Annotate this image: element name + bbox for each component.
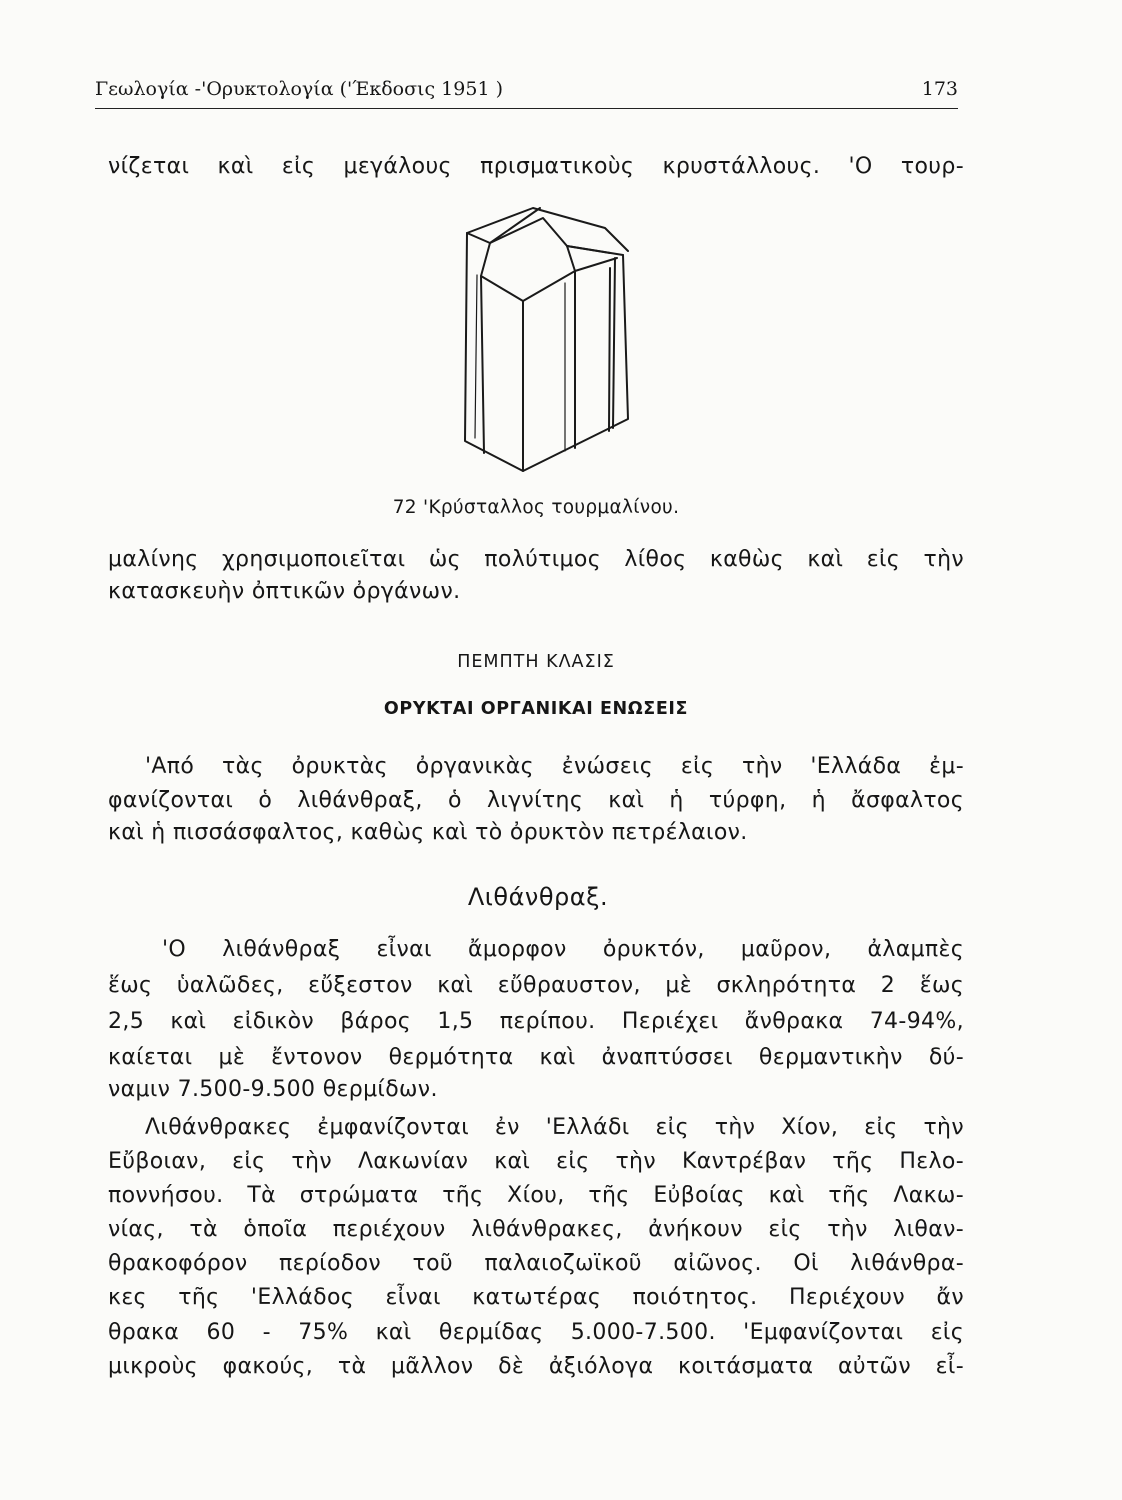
paragraph-2-line: θρακα 60 - 75% καὶ θερμίδας 5.000-7.500. 'Εμφανίζονται εἰς — [108, 1320, 964, 1345]
header-title: Γεωλογία -'Ορυκτολογία ('Έκδοσις 1951 ) — [95, 78, 503, 100]
section-title: Λιθάνθραξ. — [467, 883, 609, 911]
paragraph-2-line: κες τῆς 'Ελλάδος εἶναι κατωτέρας ποιότητος. Περιέχουν ἄν — [108, 1285, 964, 1310]
group-title: ΟΡΥΚΤΑΙ ΟΡΓΑΝΙΚΑΙ ΕΝΩΣΕΙΣ — [383, 699, 689, 719]
group-paragraph-line: 'Από τὰς ὀρυκτὰς ὀργανικὰς ἐνώσεις εἰς τὴν 'Ελλάδα ἐμ- — [145, 754, 964, 779]
paragraph-2-line: μικροὺς φακούς, τὰ μᾶλλον δὲ ἀξιόλογα κοιτάσματα αὐτῶν εἶ- — [108, 1354, 964, 1379]
tourmaline-crystal-drawing-icon — [455, 203, 641, 488]
continuation-line-1: μαλίνης χρησιμοποιεῖται ὡς πολύτιμος λίθος καθὼς καὶ εἰς τὴν — [108, 547, 964, 572]
paragraph-1-line: καίεται μὲ ἔντονον θερμότητα καὶ ἀναπτύσσει θερμαντικὴν δύ- — [108, 1045, 964, 1070]
paragraph-2-line: Λιθάνθρακες ἐμφανίζονται ἐν 'Ελλάδι εἰς τὴν Χίον, εἰς τὴν — [145, 1115, 964, 1140]
figure-caption: 72 'Κρύσταλλος τουρμαλίνου. — [392, 497, 680, 518]
group-paragraph-line: καὶ ἡ πισσάσφαλτος, καθὼς καὶ τὸ ὀρυκτὸν πετρέλαιον. — [108, 820, 748, 845]
paragraph-2-line: θρακοφόρον περίοδον τοῦ παλαιοζωϊκοῦ αἰῶνος. Οἱ λιθάνθρα- — [108, 1251, 964, 1276]
page-number: 173 — [921, 78, 958, 100]
paragraph-2-line: Εὔβοιαν, εἰς τὴν Λακωνίαν καὶ εἰς τὴν Καντρέβαν τῆς Πελο- — [108, 1149, 964, 1174]
class-title: ΠΕΜΠΤΗ ΚΛΑΣΙΣ — [457, 652, 615, 672]
paragraph-2-line: νίας, τὰ ὁποῖα περιέχουν λιθάνθρακες, ἀνήκουν εἰς τὴν λιθαν- — [108, 1217, 964, 1242]
running-header — [95, 78, 958, 109]
group-paragraph-line: φανίζονται ὁ λιθάνθραξ, ὁ λιγνίτης καὶ ἡ τύρφη, ἡ ἄσφαλτος — [108, 788, 964, 813]
paragraph-1-line: ἕως ὑαλῶδες, εὔξεστον καὶ εὔθραυστον, μὲ σκληρότητα 2 ἕως — [108, 973, 964, 998]
continuation-line-2: κατασκευὴν ὀπτικῶν ὀργάνων. — [108, 579, 461, 604]
intro-line: νίζεται καὶ εἰς μεγάλους πρισματικοὺς κρυστάλλους. 'Ο τουρ- — [108, 154, 964, 179]
paragraph-1-line: ναμιν 7.500-9.500 θερμίδων. — [108, 1077, 438, 1102]
paragraph-1-line: 2,5 καὶ εἰδικὸν βάρος 1,5 περίπου. Περιέχει ἄνθρακα 74-94%, — [108, 1009, 964, 1034]
paragraph-2-line: ποννήσου. Τὰ στρώματα τῆς Χίου, τῆς Εὐβοίας καὶ τῆς Λακω- — [108, 1183, 964, 1208]
paragraph-1-line: 'Ο λιθάνθραξ εἶναι ἄμορφον ὀρυκτόν, μαῦρον, ἀλαμπὲς — [162, 937, 964, 962]
